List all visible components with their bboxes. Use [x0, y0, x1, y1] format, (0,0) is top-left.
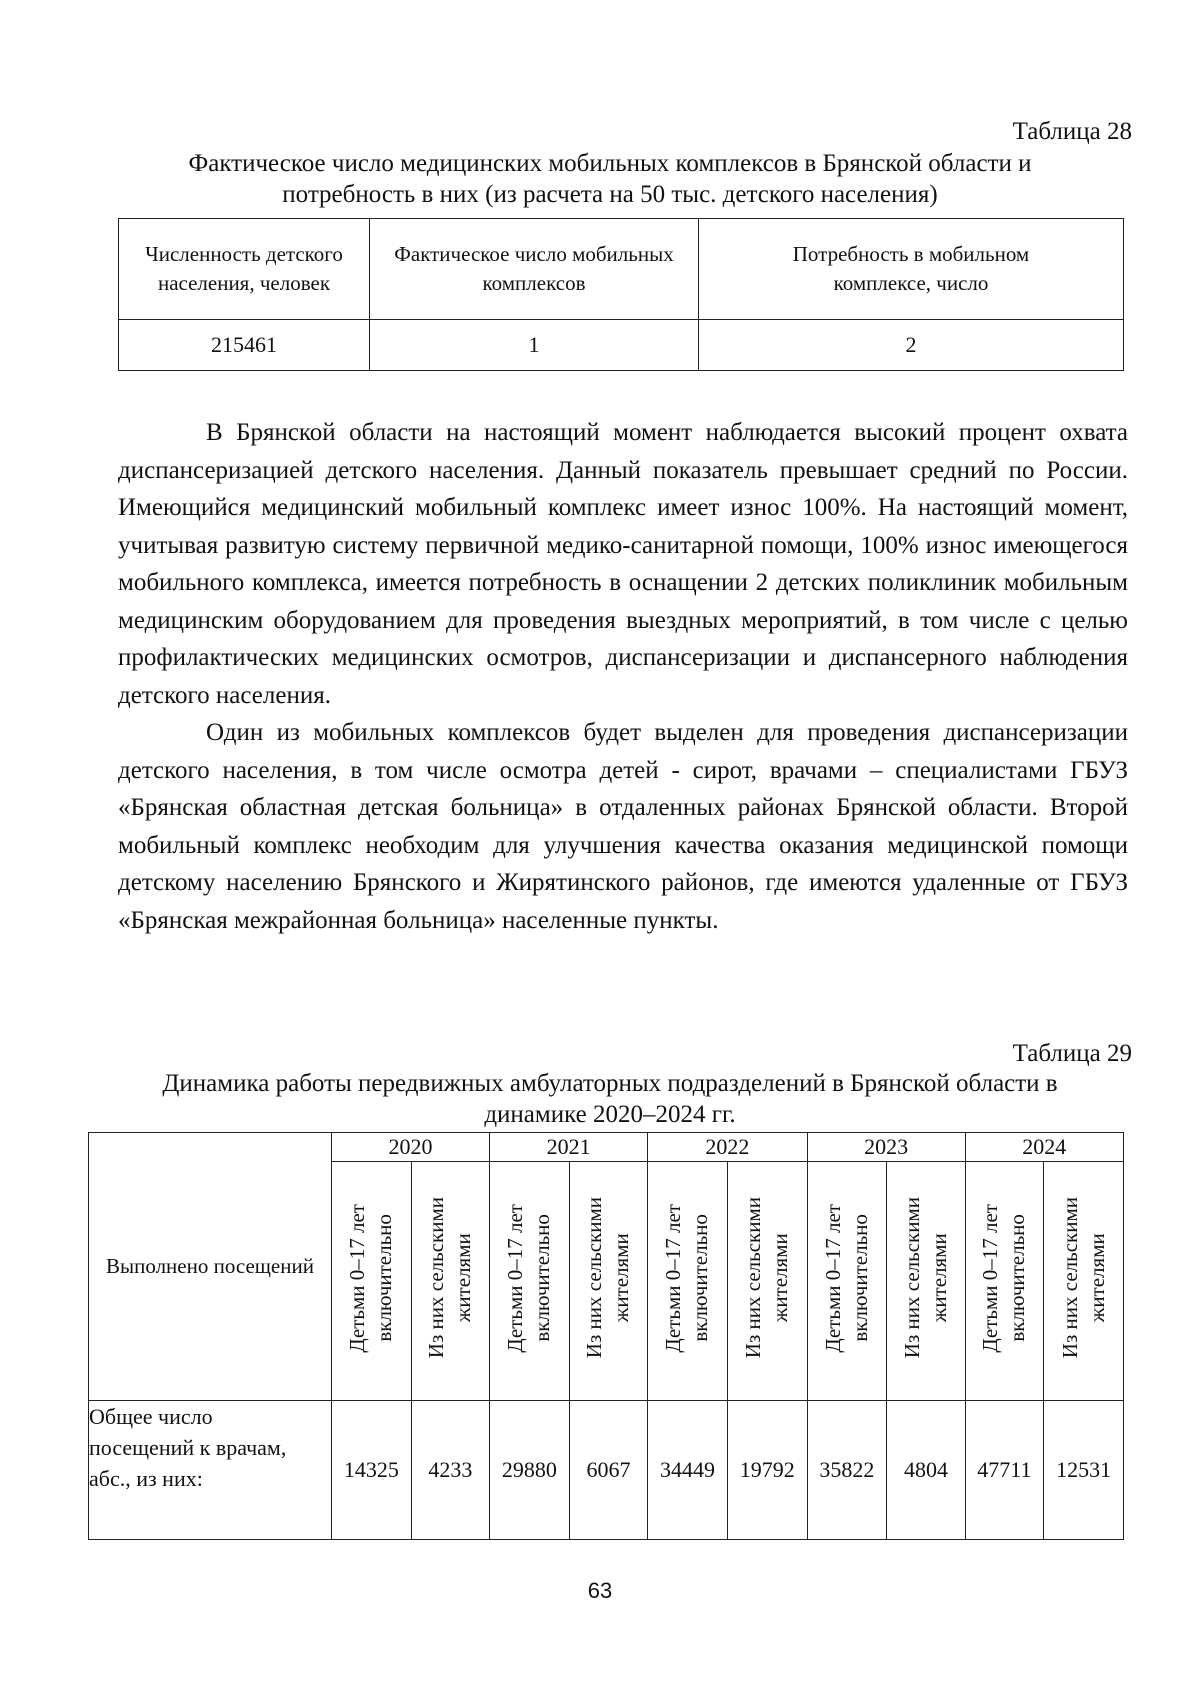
subheader-rural-2024 — [1044, 1162, 1124, 1401]
page-number: 63 — [587, 1578, 613, 1603]
body-text — [118, 414, 1128, 939]
paragraph-1: В Брянской области на настоящий момент наблюдается высокий процент охвата диспансеризацией детского населения. Данный показатель превышает средний по России. Имеющийся медицинский мобильный комплекс имеет износ 100%. На настоящий момент, учитывая развитую систему первичной медико-санитарной помощи, 100% износ имеющегося мобильного комплекса, имеется потребность в оснащении 2 детских поликлиник мобильным медицинским оборудованием для проведения выездных мероприятий, в том числе с целью профилактических медицинских осмотров, диспансеризации и диспансерного наблюдения детского населения. — [118, 419, 1128, 709]
value-2023-children: 35822 — [807, 1401, 887, 1540]
table-28-label: Таблица 28 — [1012, 118, 1132, 145]
table-28-title — [110, 148, 1110, 210]
value-2020-children: 14325 — [332, 1401, 412, 1540]
value-2021-children: 29880 — [490, 1401, 570, 1540]
subheader-children-line1: Детьми 0–17 лет — [661, 1203, 686, 1353]
table-29-title — [110, 1068, 1110, 1130]
header-need — [699, 219, 1124, 320]
value-2022-children: 34449 — [648, 1401, 728, 1540]
header-actual-count — [370, 219, 699, 320]
subheader-rural-line2: жителями — [768, 1233, 793, 1323]
subheader-children-line2: включительно — [847, 1214, 872, 1342]
subheader-children-line1: Детьми 0–17 лет — [978, 1203, 1003, 1353]
subheader-children-line2: включительно — [530, 1214, 555, 1342]
subheader-rural-2023 — [887, 1162, 965, 1401]
value-need: 2 — [699, 320, 1124, 371]
header-population-line1: Численность детского — [145, 242, 343, 266]
table-29-title-line1: Динамика работы передвижных амбулаторных подразделений в Брянской области в — [162, 1070, 1058, 1097]
subheader-children-line1: Детьми 0–17 лет — [345, 1203, 370, 1353]
year-2023: 2023 — [807, 1133, 965, 1162]
header-actual-count-line1: Фактическое число мобильных — [394, 242, 674, 266]
subheader-children-2024 — [965, 1162, 1044, 1401]
subheader-rural-line1: Из них сельскими — [582, 1197, 607, 1359]
value-2023-rural: 4804 — [887, 1401, 965, 1540]
header-need-line1: Потребность в мобильном — [792, 242, 1030, 266]
row-label-line1: Общее число — [89, 1404, 213, 1429]
value-population: 215461 — [119, 320, 370, 371]
subheader-rural-line2: жителями — [1084, 1233, 1109, 1323]
subheader-rural-line2: жителями — [609, 1233, 634, 1323]
table-28-title-line1: Фактическое число медицинских мобильных комплексов в Брянской области и — [188, 150, 1032, 177]
subheader-rural-2020 — [411, 1162, 489, 1401]
value-2020-rural: 4233 — [411, 1401, 489, 1540]
value-2024-rural: 12531 — [1044, 1401, 1124, 1540]
value-2024-children: 47711 — [965, 1401, 1044, 1540]
subheader-children-line2: включительно — [688, 1214, 713, 1342]
year-2022: 2022 — [648, 1133, 807, 1162]
corner-label: Выполнено посещений — [89, 1133, 332, 1401]
table-28-header-row — [119, 219, 1124, 320]
subheader-rural-line1: Из них сельскими — [424, 1197, 449, 1359]
subheader-rural-line2: жителями — [451, 1233, 476, 1323]
table-28-title-line2: потребность в них (из расчета на 50 тыс. детского населения) — [282, 181, 938, 208]
subheader-children-2023 — [807, 1162, 887, 1401]
subheader-children-2021 — [490, 1162, 570, 1401]
subheader-rural-2022 — [727, 1162, 807, 1401]
paragraph-2: Один из мобильных комплексов будет выделен для проведения диспансеризации детского населения, в том числе осмотра детей - сирот, врачами – специалистами ГБУЗ «Брянская областная детская больница» в отдаленных районах Брянской области. Второй мобильный комплекс необходим для улучшения качества оказания медицинской помощи детскому населению Брянского и Жирятинского районов, где имеются удаленные от ГБУЗ «Брянская межрайонная больница» населенные пункты. — [118, 719, 1128, 934]
header-actual-count-line2: комплексов — [482, 271, 586, 295]
table-29-data-row — [89, 1401, 1124, 1540]
subheader-rural-2021 — [569, 1162, 647, 1401]
subheader-rural-line1: Из них сельскими — [899, 1197, 924, 1359]
table-29-title-line2: динамике 2020–2024 гг. — [484, 1101, 736, 1128]
value-2021-rural: 6067 — [569, 1401, 647, 1540]
table-29-label: Таблица 29 — [1012, 1040, 1132, 1067]
subheader-children-2020 — [332, 1162, 412, 1401]
table-29-year-row — [89, 1133, 1124, 1162]
table-29 — [88, 1132, 1124, 1540]
subheader-children-2022 — [648, 1162, 728, 1401]
row-label — [89, 1401, 332, 1540]
header-population-line2: населения, человек — [157, 271, 331, 295]
table-28-value-row — [119, 320, 1124, 371]
subheader-rural-line1: Из них сельскими — [741, 1197, 766, 1359]
subheader-children-line2: включительно — [1005, 1214, 1030, 1342]
subheader-children-line1: Детьми 0–17 лет — [503, 1203, 528, 1353]
row-label-line2: посещений к врачам, — [89, 1435, 287, 1460]
table-28 — [118, 218, 1124, 371]
header-population — [119, 219, 370, 320]
subheader-rural-line1: Из них сельскими — [1057, 1197, 1082, 1359]
subheader-rural-line2: жителями — [926, 1233, 951, 1323]
row-label-line3: абс., из них: — [89, 1466, 203, 1491]
value-2022-rural: 19792 — [727, 1401, 807, 1540]
subheader-children-line2: включительно — [372, 1214, 397, 1342]
year-2021: 2021 — [490, 1133, 648, 1162]
year-2020: 2020 — [332, 1133, 490, 1162]
subheader-children-line1: Детьми 0–17 лет — [820, 1203, 845, 1353]
year-2024: 2024 — [965, 1133, 1123, 1162]
header-need-line2: комплексе, число — [833, 271, 989, 295]
value-actual-count: 1 — [370, 320, 699, 371]
